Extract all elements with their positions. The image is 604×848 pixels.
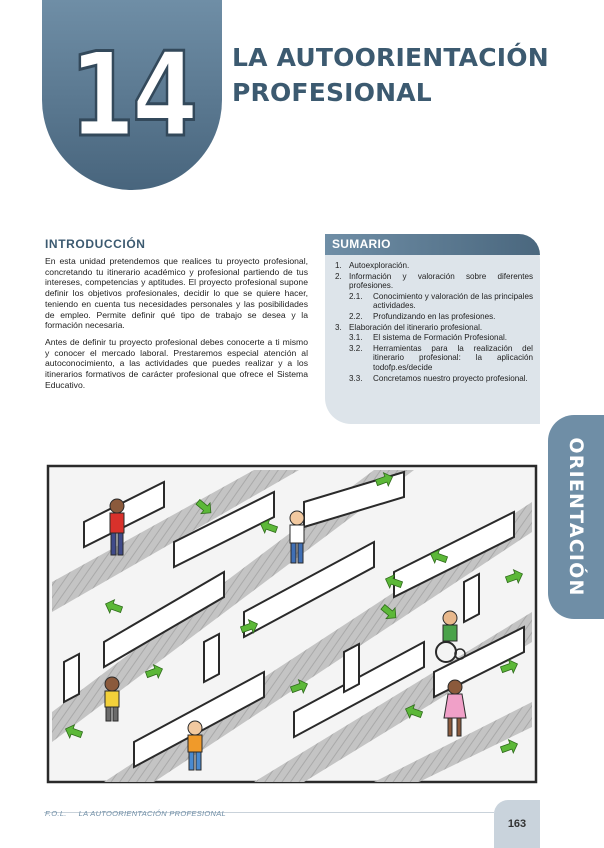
summary-item	[335, 261, 533, 271]
page-title	[232, 40, 562, 110]
summary-subitem-number: 2.1.	[349, 291, 363, 301]
summary-item	[335, 323, 533, 333]
summary-item	[335, 272, 533, 291]
summary-subitem-number: 3.1.	[349, 333, 363, 343]
summary-subitem	[349, 292, 533, 311]
maze-illustration	[44, 462, 540, 786]
summary-item-text: Elaboración del itinerario profesional.	[349, 322, 483, 332]
summary-item-text: Autoexploración.	[349, 261, 410, 270]
chapter-number-tab	[42, 0, 222, 190]
page-number: 163	[494, 800, 540, 848]
side-section-label: ORIENTACIÓN	[565, 437, 587, 597]
footer-book-name: F.O.L.	[45, 809, 67, 818]
summary-subitem-text: Herramientas para la realización del itinerario profesional: la aplicación todofp.es/decide	[373, 343, 533, 372]
chapter-number: 14	[69, 28, 195, 163]
summary-subitem-number: 3.2.	[349, 343, 363, 353]
intro-body	[45, 256, 308, 396]
title-line-1: LA AUTOORIENTACIÓN	[232, 43, 549, 72]
summary-item-number: 2.	[335, 271, 342, 281]
summary-subitem-text: Conocimiento y valoración de las principales actividades.	[373, 291, 533, 311]
summary-subitem	[349, 333, 533, 343]
summary-item-text: Información y valoración sobre diferentes profesiones.	[349, 271, 533, 291]
intro-heading: INTRODUCCIÓN	[45, 237, 146, 251]
title-line-2: PROFESIONAL	[232, 78, 432, 107]
summary-box	[325, 234, 540, 424]
summary-item-number: 1.	[335, 261, 342, 270]
summary-subitem-text: Profundizando en las profesiones.	[373, 311, 496, 321]
footer-chapter-name: LA AUTOORIENTACIÓN PROFESIONAL	[78, 809, 227, 818]
summary-subitem	[349, 344, 533, 373]
summary-subitem	[349, 374, 533, 384]
running-footer	[45, 809, 226, 818]
summary-subitem	[349, 312, 533, 322]
summary-subitem-text: Concretamos nuestro proyecto profesional.	[373, 373, 528, 383]
intro-paragraph-2: Antes de definir tu proyecto profesional debes conocerte a ti mismo y conocer el mercado laboral. Prestaremos especial atención al autoconocimiento, a las actividades que puedes realizar y a los itinerarios formativos de carácter profesional que ofrece el Sistema Educativo.	[45, 336, 308, 390]
summary-subitem-text: El sistema de Formación Profesional.	[373, 333, 508, 343]
summary-subitem-number: 3.3.	[349, 373, 363, 383]
summary-list	[335, 261, 533, 384]
intro-paragraph-1: En esta unidad pretendemos que realices tu proyecto profesional, concretando tu itinerario académico y profesional partiendo de tus intereses, competencias y aptitudes. El proyecto profesional supone definir los objetivos profesionales, decidir lo que se quiere hacer, teniendo en cuenta tus necesidades personales y las posibilidades de empleo. Permite definir qué tipo de trabajo se desea y la formación necesaria.	[45, 256, 308, 331]
summary-subitem-number: 2.2.	[349, 311, 363, 321]
summary-item-number: 3.	[335, 322, 342, 332]
summary-heading: SUMARIO	[325, 234, 540, 255]
